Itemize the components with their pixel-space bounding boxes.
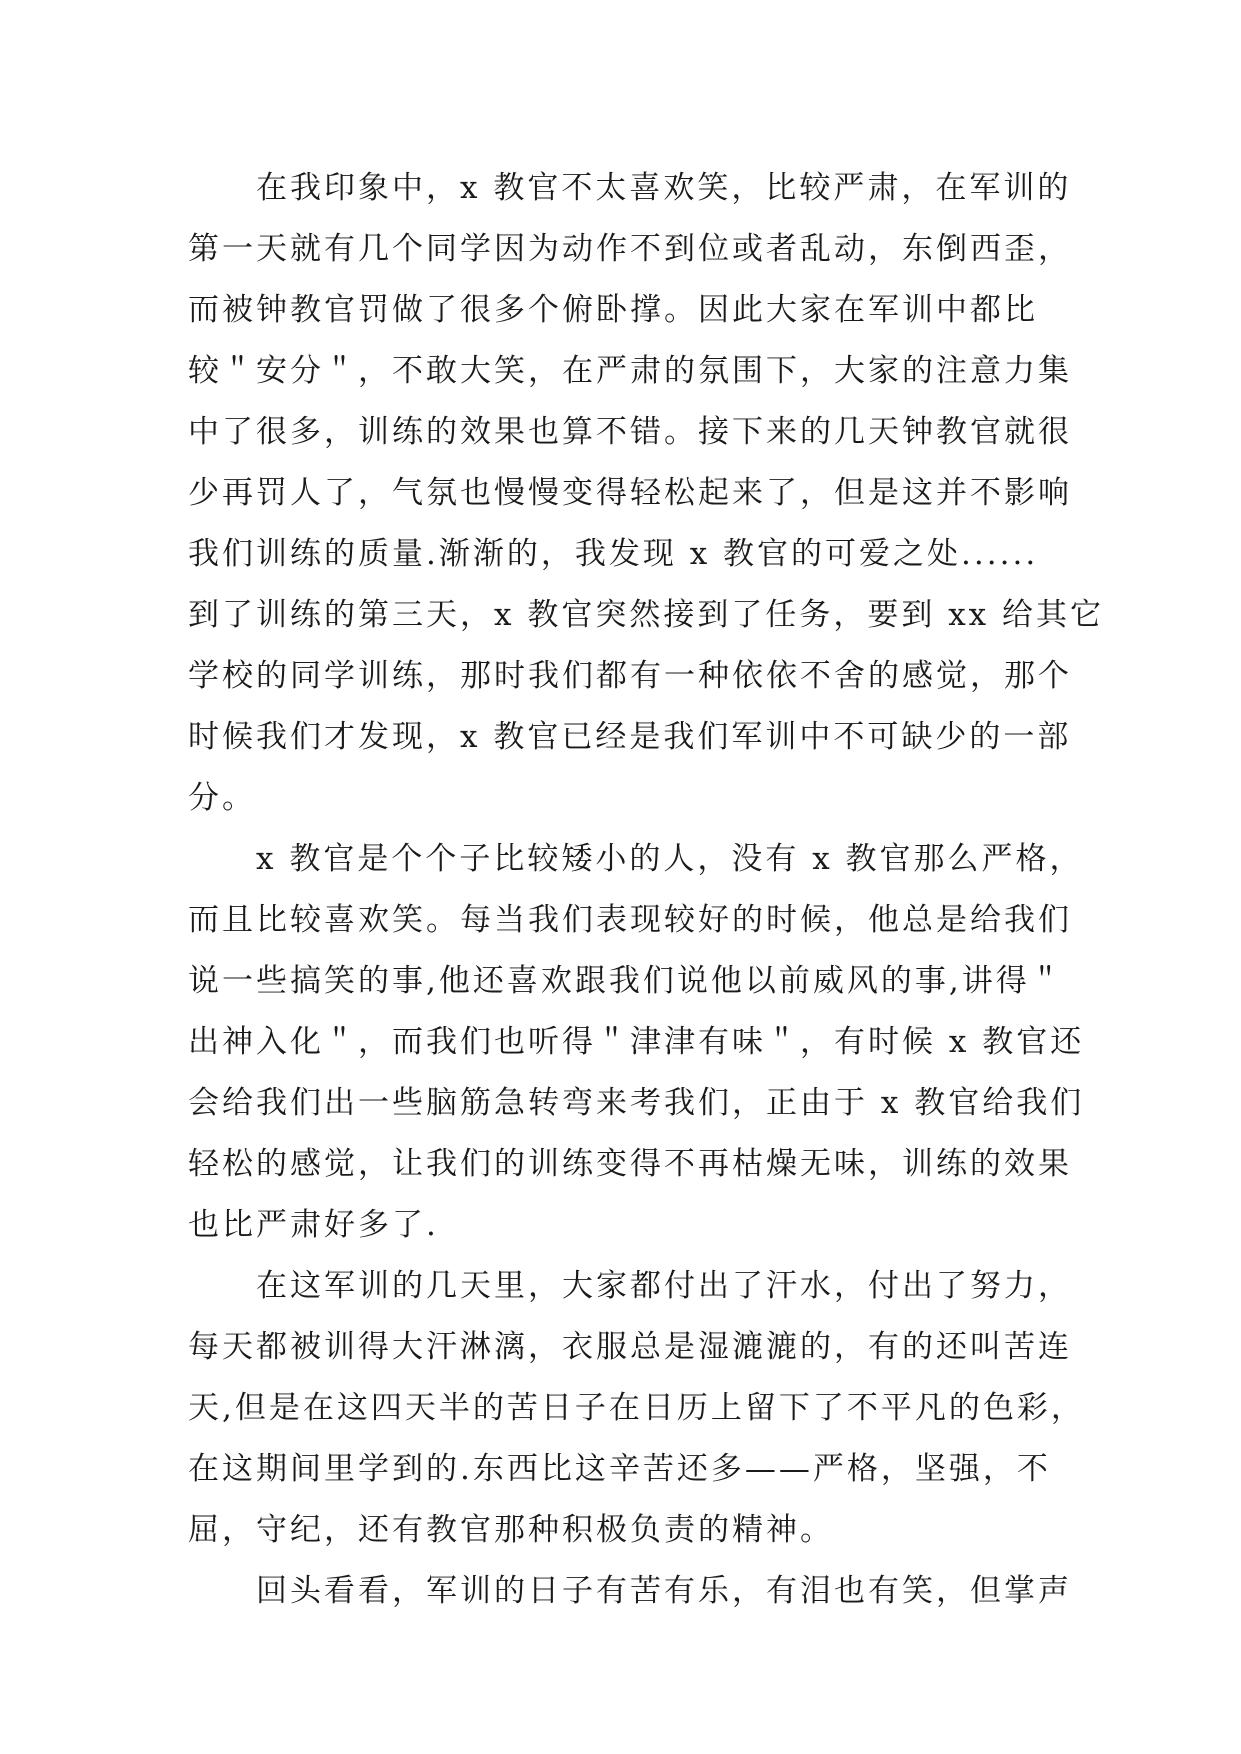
text-line: 在这期间里学到的.东西比这辛苦还多——严格，坚强，不 [188, 1451, 1051, 1487]
text-line: 时候我们才发现，x 教官已经是我们军训中不可缺少的一部 [188, 719, 1072, 755]
paragraph-3 [188, 1256, 1085, 1561]
paragraph-2 [188, 829, 1085, 1256]
text-line: x 教官是个个子比较矮小的人，没有 x 教官那么严格， [256, 841, 1084, 877]
text-line: 较＂安分＂，不敢大笑，在严肃的氛围下，大家的注意力集 [188, 353, 1072, 389]
text-line: 分。 [188, 780, 256, 816]
text-line: 每天都被训得大汗淋漓，衣服总是湿漉漉的，有的还叫苦连 [188, 1329, 1072, 1365]
text-line: 而被钟教官罚做了很多个俯卧撑。因此大家在军训中都比 [188, 292, 1038, 328]
text-line: 到了训练的第三天，x 教官突然接到了任务，要到 xx 给其它 [188, 597, 1105, 633]
text-line: 中了很多，训练的效果也算不错。接下来的几天钟教官就很 [188, 414, 1072, 450]
text-line: 在我印象中，x 教官不太喜欢笑，比较严肃，在军训的 [256, 170, 1072, 206]
text-line: 学校的同学训练，那时我们都有一种依依不舍的感觉，那个 [188, 658, 1072, 694]
text-line: 天,但是在这四天半的苦日子在日历上留下了不平凡的色彩， [188, 1390, 1085, 1426]
text-line: 会给我们出一些脑筋急转弯来考我们，正由于 x 教官给我们 [188, 1085, 1085, 1121]
text-line: 在这军训的几天里，大家都付出了汗水，付出了努力， [256, 1268, 1072, 1304]
document-body [188, 158, 1105, 1622]
text-line: 第一天就有几个同学因为动作不到位或者乱动，东倒西歪， [188, 231, 1072, 267]
paragraph-1 [188, 158, 1105, 829]
text-line: 我们训练的质量.渐渐的，我发现 x 教官的可爱之处...... [188, 536, 1039, 572]
text-line: 少再罚人了，气氛也慢慢变得轻松起来了，但是这并不影响 [188, 475, 1072, 511]
text-line: 出神入化＂，而我们也听得＂津津有味＂，有时候 x 教官还 [188, 1024, 1085, 1060]
text-line: 说一些搞笑的事,他还喜欢跟我们说他以前威风的事,讲得＂ [188, 963, 1064, 999]
text-line: 轻松的感觉，让我们的训练变得不再枯燥无味，训练的效果 [188, 1146, 1072, 1182]
text-line: 回头看看，军训的日子有苦有乐，有泪也有笑，但掌声 [256, 1573, 1072, 1609]
paragraph-4 [188, 1561, 1072, 1622]
text-line: 屈，守纪，还有教官那种积极负责的精神。 [188, 1512, 834, 1548]
text-line: 而且比较喜欢笑。每当我们表现较好的时候，他总是给我们 [188, 902, 1072, 938]
text-line: 也比严肃好多了. [188, 1207, 439, 1243]
